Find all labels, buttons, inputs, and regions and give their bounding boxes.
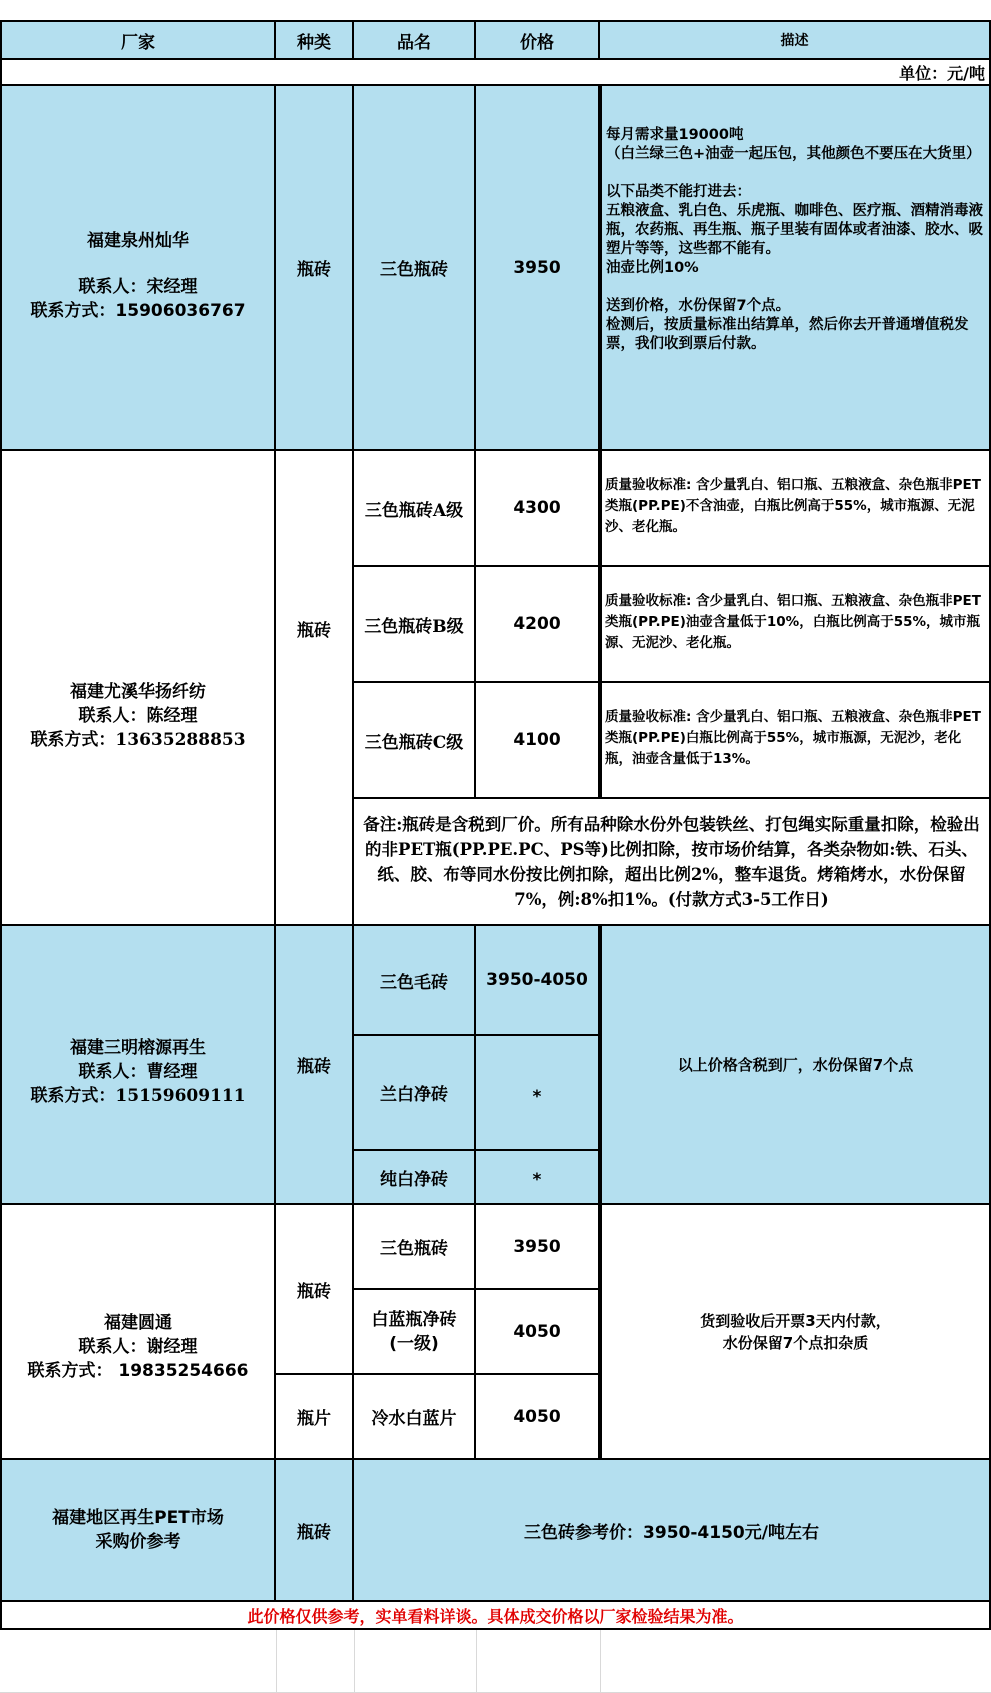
vendor-2-desc-b: 质量验收标准: 含少量乳白、铝口瓶、五粮液盒、杂色瓶非PET类瓶(PP.PE)油壶含量低于10%，白瓶比例高于55%，城市瓶源、无泥沙、老化瓶。 — [600, 567, 991, 683]
vendor-4-category-1: 瓶砖 — [276, 1205, 354, 1375]
vendor-4-product-3: 冷水白蓝片 — [354, 1375, 476, 1460]
vendor-2-product-b: 三色瓶砖B级 — [354, 567, 476, 683]
vendor-2-contact: 联系人：陈经理 — [78, 705, 198, 726]
header-vendor: 厂家 — [0, 20, 276, 60]
header-category: 种类 — [276, 20, 354, 60]
vendor-2-price-b: 4200 — [476, 567, 600, 683]
vendor-1-info — [0, 86, 276, 451]
vendor-2-category: 瓶砖 — [276, 451, 354, 926]
vendor-1-product: 三色瓶砖 — [354, 86, 476, 451]
vendor-4-price-1: 3950 — [476, 1205, 600, 1290]
vendor-3-price-2: * — [476, 1036, 600, 1151]
vendor-3-phone: 联系方式：15159609111 — [30, 1085, 246, 1106]
vendor-2-info — [0, 451, 276, 926]
vendor-4-category-2: 瓶片 — [276, 1375, 354, 1460]
vendor-2-product-c: 三色瓶砖C级 — [354, 683, 476, 799]
vendor-3-product-1: 三色毛砖 — [354, 926, 476, 1036]
header-product: 品名 — [354, 20, 476, 60]
grid-line — [354, 1630, 355, 1693]
vendor-4-product-1: 三色瓶砖 — [354, 1205, 476, 1290]
vendor-4-price-2: 4050 — [476, 1290, 600, 1375]
vendor-3-info — [0, 926, 276, 1205]
vendor-1-category: 瓶砖 — [276, 86, 354, 451]
vendor-3-category: 瓶砖 — [276, 926, 354, 1205]
vendor-2-price-a: 4300 — [476, 451, 600, 567]
vendor-4-name: 福建圆通 — [103, 1312, 172, 1333]
vendor-4-product-2: 白蓝瓶净砖 (一级) — [354, 1290, 476, 1375]
market-ref-price: 三色砖参考价：3950-4150元/吨左右 — [354, 1460, 991, 1602]
vendor-4-contact: 联系人：谢经理 — [78, 1336, 198, 1357]
vendor-3-product-3: 纯白净砖 — [354, 1151, 476, 1205]
vendor-3-price-3: * — [476, 1151, 600, 1205]
vendor-3-desc: 以上价格含税到厂，水份保留7个点 — [600, 926, 991, 1205]
vendor-1-desc: 每月需求量19000吨 （白兰绿三色+油壶一起压包，其他颜色不要压在大货里） 以下品类不能打进去： 五粮液盒、乳白色、乐虎瓶、咖啡色、医疗瓶、酒精消毒液瓶，农药瓶、再生瓶、瓶子里装有固体或者油漆、胶水、吸塑片等等，这些都不能有。 油壶比例10% 送到价格，水份保留7个点。 检测后，按质量标准出结算单，然后你去开普通增值税发票，我们收到票后付款。 — [600, 86, 991, 451]
unit-label: 单位：元/吨 — [0, 60, 991, 86]
vendor-3-price-1: 3950-4050 — [476, 926, 600, 1036]
vendor-1-name: 福建泉州灿华 — [87, 230, 189, 251]
grid-line — [600, 1630, 601, 1693]
vendor-2-note: 备注:瓶砖是含税到厂价。所有品种除水份外包装铁丝、打包绳实际重量扣除，检验出的非PET瓶(PP.PE.PC、PS等)比例扣除，按市场价结算，各类杂物如:铁、石头、纸、胶、布等同水份按比例扣除，超出比例2%，整车退货。烤箱烤水，水份保留7%，例:8%扣1%。(付款方式3-5工作日) — [354, 799, 991, 926]
vendor-3-contact: 联系人：曹经理 — [78, 1061, 198, 1082]
vendor-2-product-a: 三色瓶砖A级 — [354, 451, 476, 567]
grid-line — [276, 1630, 277, 1693]
vendor-4-info — [0, 1205, 276, 1460]
market-ref-label: 福建地区再生PET市场 采购价参考 — [0, 1460, 276, 1602]
header-price: 价格 — [476, 20, 600, 60]
vendor-1-price: 3950 — [476, 86, 600, 451]
vendor-3-product-2: 兰白净砖 — [354, 1036, 476, 1151]
vendor-2-phone: 联系方式：13635288853 — [30, 729, 246, 750]
vendor-4-price-3: 4050 — [476, 1375, 600, 1460]
disclaimer: 此价格仅供参考，实单看料详谈。具体成交价格以厂家检验结果为准。 — [0, 1602, 991, 1630]
vendor-1-contact: 联系人：宋经理 — [78, 276, 198, 297]
vendor-3-name: 福建三明榕源再生 — [70, 1037, 206, 1058]
vendor-1-phone: 联系方式：15906036767 — [30, 300, 246, 321]
vendor-2-desc-c: 质量验收标准: 含少量乳白、铝口瓶、五粮液盒、杂色瓶非PET类瓶(PP.PE)白瓶比例高于55%，城市瓶源，无泥沙，老化瓶，油壶含量低于13%。 — [600, 683, 991, 799]
vendor-2-name: 福建尤溪华扬纤纺 — [70, 681, 206, 702]
vendor-2-desc-a: 质量验收标准: 含少量乳白、铝口瓶、五粮液盒、杂色瓶非PET类瓶(PP.PE)不含油壶，白瓶比例高于55%，城市瓶源、无泥沙、老化瓶。 — [600, 451, 991, 567]
vendor-4-phone: 联系方式： 19835254666 — [27, 1360, 249, 1381]
vendor-2-price-c: 4100 — [476, 683, 600, 799]
grid-line — [476, 1630, 477, 1693]
market-ref-category: 瓶砖 — [276, 1460, 354, 1602]
vendor-4-desc: 货到验收后开票3天内付款， 水份保留7个点扣杂质 — [600, 1205, 991, 1460]
header-desc: 描述 — [600, 20, 991, 60]
